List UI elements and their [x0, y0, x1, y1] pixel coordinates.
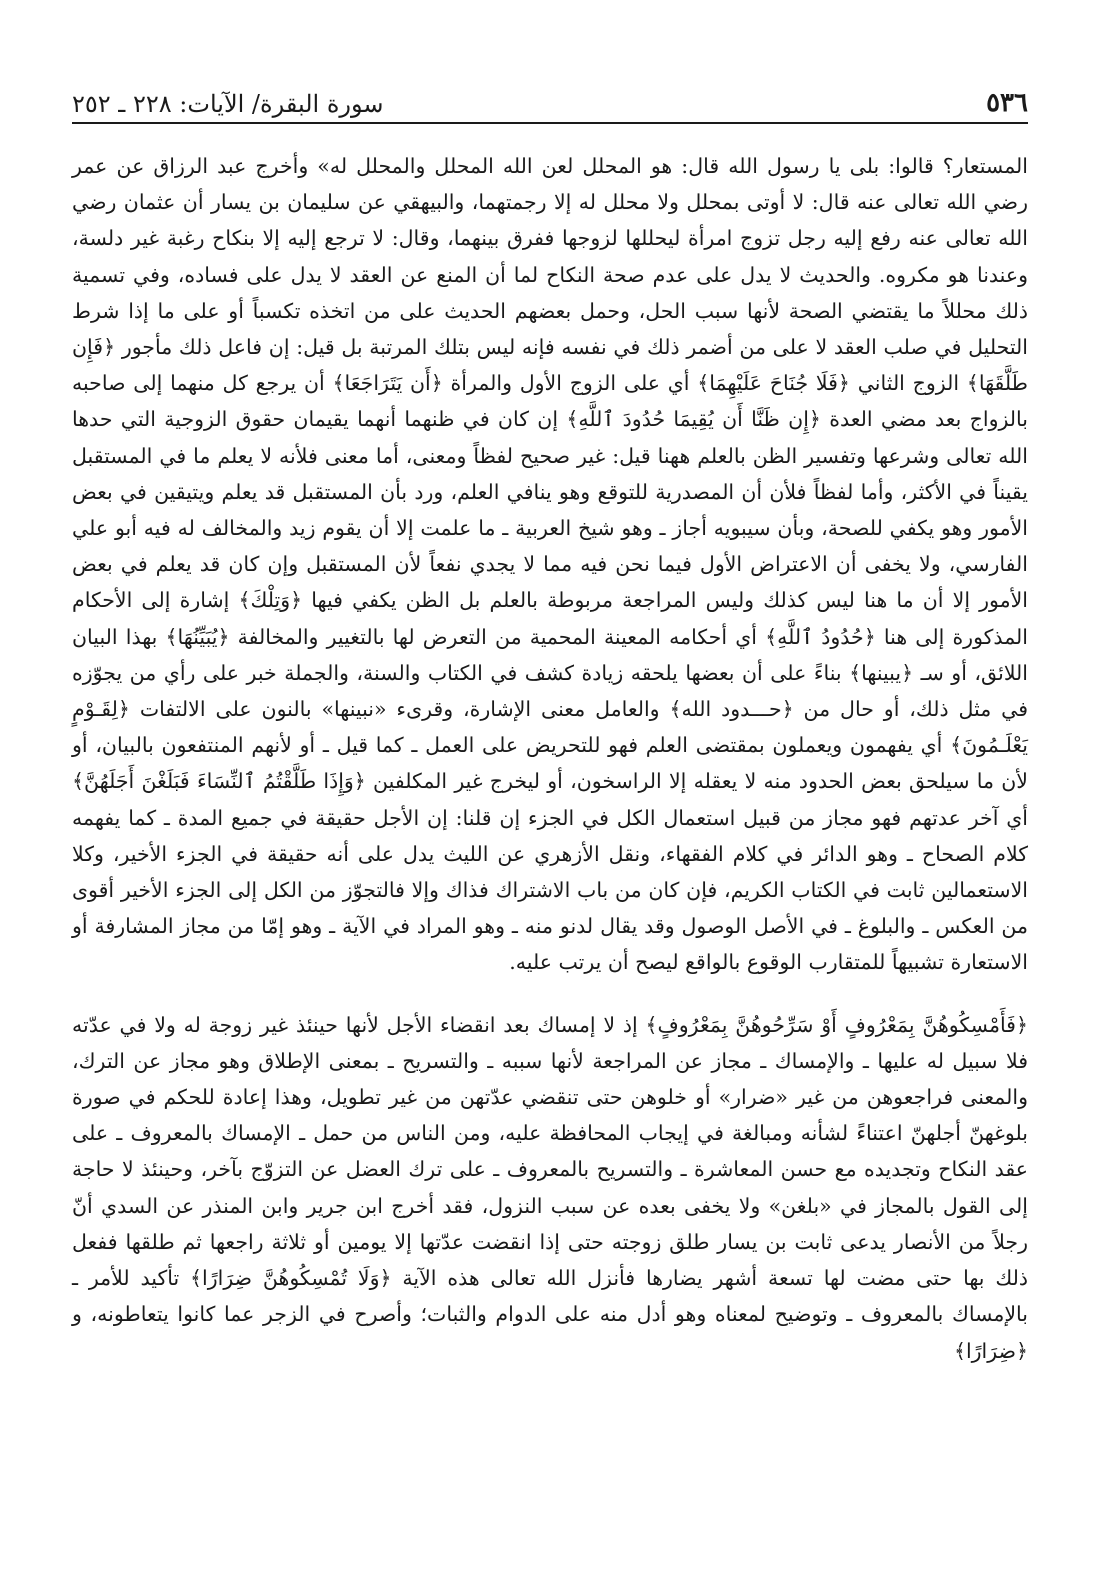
running-head: سورة البقرة/ الآيات: ٢٢٨ ـ ٢٥٢ [72, 90, 384, 118]
page-number: ٥٣٦ [986, 88, 1028, 118]
body-text [72, 148, 1028, 1369]
paragraph: ﴿فَأَمْسِكُوهُنَّ بِمَعْرُوفٍ أَوْ سَرِّحُوهُنَّ بِمَعْرُوفٍ﴾ إذ لا إمساك بعد انقضاء الأجل لأنها حينئذ غير زوجة له ولا في عدّته فلا سبيل له عليها ـ والإمساك ـ مجاز عن المراجعة لأنها سببه ـ والتسريح ـ بمعنى الإطلاق وهو مجاز عن الترك، والمعنى فراجعوهن من غير «ضرار» أو خلوهن حتى تنقضي عدّتهن من غير تطويل، وهذا إعادة للحكم في صورة بلوغهنّ أجلهنّ اعتناءً لشأنه ومبالغة في إيجاب المحافظة عليه، ومن الناس من حمل ـ الإمساك بالمعروف ـ على عقد النكاح وتجديده مع حسن المعاشرة ـ والتسريح بالمعروف ـ على ترك العضل عن التزوّج بآخر، وحينئذ لا حاجة إلى القول بالمجاز في «بلغن» ولا يخفى بعده عن سبب النزول، فقد أخرج ابن جرير وابن المنذر عن السدي أنّ رجلاً من الأنصار يدعى ثابت بن يسار طلق زوجته حتى إذا انقضت عدّتها إلا يومين أو ثلاثة راجعها ثم طلقها ففعل ذلك بها حتى مضت لها تسعة أشهر يضارها فأنزل الله تعالى هذه الآية ﴿وَلَا تُمْسِكُوهُنَّ ضِرَارًا﴾ تأكيد للأمر ـ بالإمساك بالمعروف ـ وتوضيح لمعناه وهو أدل منه على الدوام والثبات؛ وأصرح في الزجر عما كانوا يتعاطونه، و ﴿ضِرَارًا﴾ [72, 1012, 1028, 1363]
paragraph: المستعار؟ قالوا: بلى يا رسول الله قال: هو المحلل لعن الله المحلل والمحلل له» وأخرج عبد الرزاق عن عمر رضي الله تعالى عنه قال: لا أوتى بمحلل ولا محلل له إلا رجمتهما، والبيهقي عن سليمان بن يسار أن عثمان رضي الله تعالى عنه رفع إليه رجل تزوج امرأة ليحللها لزوجها ففرق بينهما، وقال: لا ترجع إليه إلا بنكاح رغبة غير دلسة، وعندنا هو مكروه. والحديث لا يدل على عدم صحة النكاح لما أن المنع عن العقد لا يدل على فساده، وفي تسمية ذلك محللاً ما يقتضي الصحة لأنها سبب الحل، وحمل بعضهم الحديث على من اتخذه تكسباً أو على ما إذا شرط التحليل في صلب العقد لا على من أضمر ذلك في نفسه فإنه ليس بتلك المرتبة بل قيل: إن فاعل ذلك مأجور ﴿فَإِن طَلَّقَهَا﴾ الزوج الثاني ﴿فَلَا جُنَاحَ عَلَيْهِمَا﴾ أي على الزوج الأول والمرأة ﴿أَن يَتَرَاجَعَا﴾ أن يرجع كل منهما إلى صاحبه بالزواج بعد مضي العدة ﴿إِن ظَنَّا أَن يُقِيمَا حُدُودَ ٱللَّهِ﴾ إن كان في ظنهما أنهما يقيمان حقوق الزوجية التي حدها الله تعالى وشرعها وتفسير الظن بالعلم ههنا قيل: غير صحيح لفظاً ومعنى، أما معنى فلأنه لا يعلم ما في المستقبل يقيناً في الأكثر، وأما لفظاً فلأن أن المصدرية للتوقع وهو ينافي العلم، ورد بأن المستقبل قد يعلم ويتيقين في بعض الأمور وهو يكفي للصحة، وبأن سيبويه أجاز ـ وهو شيخ العربية ـ ما علمت إلا أن يقوم زيد والمخالف له فيه أبو علي الفارسي، ولا يخفى أن الاعتراض الأول فيما نحن فيه مما لا يجدي نفعاً لأن المستقبل وإن كان قد يعلم في بعض الأمور إلا أن ما هنا ليس كذلك وليس المراجعة مربوطة بالعلم بل الظن يكفي فيها ﴿وَتِلْكَ﴾ إشارة إلى الأحكام المذكورة إلى هنا ﴿حُدُودُ ٱللَّهِ﴾ أي أحكامه المعينة المحمية من التعرض لها بالتغيير والمخالفة ﴿يُبَيِّنُهَا﴾ بهذا البيان اللائق، أو سـ ﴿يبينها﴾ بناءً على أن بعضها يلحقه زيادة كشف في الكتاب والسنة، والجملة خبر على رأي من يجوّزه في مثل ذلك، أو حال من ﴿حـــدود الله﴾ والعامل معنى الإشارة، وقرىء «نبينها» بالنون على الالتفات ﴿لِقَـوْمٍ يَعْلَـمُونَ﴾ أي يفهمون ويعملون بمقتضى العلم فهو للتحريض على العمل ـ كما قيل ـ أو لأنهم المنتفعون بالبيان، أو لأن ما سيلحق بعض الحدود منه لا يعقله إلا الراسخون، أو ليخرج غير المكلفين ﴿وَإِذَا طَلَّقْتُمُ ٱلنِّسَاءَ فَبَلَغْنَ أَجَلَهُنَّ﴾ أي آخر عدتهم فهو مجاز من قبيل استعمال الكل في الجزء إن قلنا: إن الأجل حقيقة في جميع المدة ـ كما يفهمه كلام الصحاح ـ وهو الدائر في كلام الفقهاء، ونقل الأزهري عن الليث يدل على أنه حقيقة في الجزء الأخير، وكلا الاستعمالين ثابت في الكتاب الكريم، فإن كان من باب الاشتراك فذاك وإلا فالتجوّز من الكل إلى الجزء الأخير أقوى من العكس ـ والبلوغ ـ في الأصل الوصول وقد يقال لدنو منه ـ وهو المراد في الآية ـ وهو إمّا من مجاز المشارفة أو الاستعارة تشبيهاً للمتقارب الوقوع بالواقع ليصح أن يرتب عليه. [72, 154, 1028, 975]
page-header [72, 82, 1028, 124]
